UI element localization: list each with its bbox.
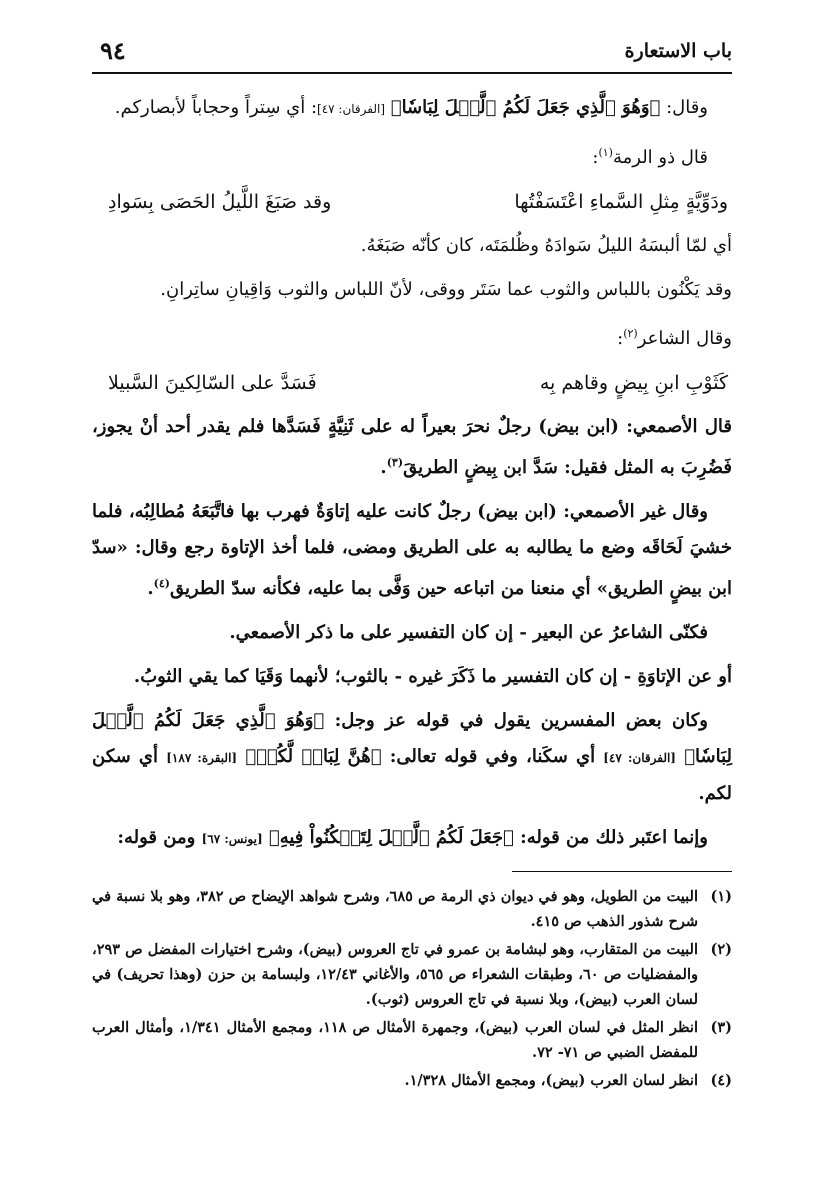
footnote-separator bbox=[512, 871, 732, 872]
footnote-4 bbox=[92, 1068, 732, 1093]
poetry-verse-2 bbox=[92, 365, 732, 401]
quran-verse: ﴿هُنَّ لِبَاسٞ لَّكُمۡ﴾ bbox=[245, 746, 382, 767]
paragraph-5: وقال الشاعر$^{(٢)}$: bbox=[617, 327, 732, 349]
verse-second-hemistich: وقد صَبَغَ اللَّيلُ الحَصَى بِسَوادِ bbox=[108, 191, 332, 213]
footnote-text: انظر لسان العرب (بيض)، ومجمع الأمثال ١/٣٢٨. bbox=[404, 1072, 698, 1089]
footnote-marker: (٤) bbox=[153, 577, 170, 590]
verse-reference: [البقرة: ١٨٧] bbox=[166, 751, 238, 765]
footnote-number: (٣) bbox=[710, 1019, 732, 1036]
footnote-1 bbox=[92, 884, 732, 934]
chapter-title: باب الاستعارة bbox=[624, 40, 732, 62]
footnote-text: البيت من الطويل، وهو في ديوان ذي الرمة ص ٦٨٥، وشرح شواهد الإيضاح ص ٣٨٢، وهو بلا نسبة في شرح شذور الذهب ص ٤١٥. bbox=[92, 888, 699, 930]
verse-reference: [يونس: ٦٧] bbox=[201, 832, 263, 846]
footnote-marker: (٣) bbox=[386, 456, 404, 469]
page-header bbox=[92, 34, 732, 74]
footnote-number: (٤) bbox=[710, 1072, 732, 1089]
quran-verse: ﴿وَهُوَ ٱلَّذِي جَعَلَ لَكُمُ ٱلَّيۡلَ لِبَاسٗا﴾ bbox=[390, 97, 661, 118]
verse-second-hemistich: فَسَدَّ على السّالِكينَ السَّبيلا bbox=[108, 372, 317, 394]
footnote-2 bbox=[92, 937, 732, 1012]
footnotes bbox=[92, 884, 732, 1093]
paragraph-1: وقال: ﴿وَهُوَ ٱلَّذِي جَعَلَ لَكُمُ ٱلَّيۡلَ لِبَاسٗا﴾ [الفرقان: ٤٧]: أي سِتراً وحجاباً لأبصاركم. bbox=[114, 97, 708, 118]
verse-reference: [الفرقان: ٤٧] bbox=[603, 751, 676, 765]
quran-verse: ﴿وَهُوَ ٱلَّذِي جَعَلَ لَكُمُ ٱلَّيۡلَ لِبَاسٗا﴾ bbox=[92, 710, 732, 767]
footnote-marker: (٢) bbox=[623, 327, 638, 340]
paragraph-6: قال الأصمعي: (ابن بيض) رجلٌ نحرَ بعيراً له على ثَنِيَّةٍ فَسَدَّها فلم يقدر أحد أنْ يجوز، فَضُرِبَ به المثل فقيل: سَدَّ ابن بِيضٍ الطريقَ$^{(٣)}$. bbox=[92, 416, 732, 478]
paragraph-2: قال ذو الرمة$^{(١)}$: bbox=[592, 146, 708, 168]
poetry-verse-1 bbox=[92, 184, 732, 220]
paragraph-11: وإنما اعتَبر ذلك من قوله: ﴿جَعَلَ لَكُمُ ٱلَّيۡلَ لِتَسۡكُنُواْ فِيهِ﴾ [يونس: ٦٧] ومن قوله: bbox=[117, 827, 708, 848]
footnote-text: البيت من المتقارب، وهو لبشامة بن عمرو في تاج العروس (بيض)، وشرح اختيارات المفضل ص ٢٩٣، والمفضليات ص ٦٠، وطبقات الشعراء ص ٥٦٥، والأغاني ١٢/٤٣، ولبسامة بن حزن (وهذا تحريف) في لسان العرب (بيض)، وبلا نسبة في تاج العروس (ثوب). bbox=[92, 941, 698, 1008]
verse-first-hemistich: كَثَوْبِ ابنِ بِيضٍ وقاهم بِه bbox=[539, 372, 728, 394]
paragraph-10: وكان بعض المفسرين يقول في قوله عز وجل: ﴿وَهُوَ ٱلَّذِي جَعَلَ لَكُمُ ٱلَّيۡلَ لِبَاسٗا﴾ [الفرقان: ٤٧] أي سكَنا، وفي قوله تعالى: ﴿هُنَّ لِبَاسٞ لَّكُمۡ﴾ [البقرة: ١٨٧] أي سكن لكم. bbox=[92, 710, 732, 804]
footnote-text: انظر المثل في لسان العرب (بيض)، وجمهرة الأمثال ص ١١٨، ومجمع الأمثال ١/٣٤١، وأمثال العرب للمفضل الضبي ص ٧١- ٧٢. bbox=[92, 1019, 698, 1061]
paragraph-4: وقد يَكْنُون باللباس والثوب عما سَتَر ووقى، لأنّ اللباس والثوب وَاقِيانِ ساتِرانِ. bbox=[160, 279, 732, 300]
footnote-number: (١) bbox=[710, 888, 732, 905]
paragraph-8: فكنّى الشاعرُ عن البعير - إن كان التفسير على ما ذكر الأصمعي. bbox=[229, 622, 708, 643]
page-number: ٩٤ bbox=[100, 36, 126, 65]
paragraph-7: وقال غير الأصمعي: (ابن بيض) رجلٌ كانت عليه إتاوَةٌ فهرب بها فاتَّبَعَهُ مُطالِبُه، فلما خشيَ لَحَاقَه وضع ما يطالبه به على الطريق ومضى، فلما أخذ الإتاوة رجع وقال: «سدّ ابن بيضٍ الطريق» أي منعنا من اتباعه حين وَفَّى بما عليه، فكأنه سدّ الطريق$^{(٤)}$. bbox=[92, 501, 732, 599]
quran-verse: ﴿جَعَلَ لَكُمُ ٱلَّيۡلَ لِتَسۡكُنُواْ فِيهِ﴾ bbox=[268, 827, 514, 848]
verse-reference: [الفرقان: ٤٧] bbox=[317, 102, 386, 116]
paragraph-3: أي لمّا ألبسَهُ الليلُ سَوادَهُ وظُلمَتَه، كان كأنّه صَبَغَهُ. bbox=[360, 235, 732, 256]
verse-first-hemistich: ودَوِّيَّةٍ مِثلِ السَّماءِ اعْتَسَفْتُها bbox=[514, 191, 728, 213]
paragraph-9: أو عن الإتاوَةِ - إن كان التفسير ما ذَكَرَ غيره - بالثوب؛ لأنهما وَقَيَا كما يقي الثوبُ. bbox=[133, 666, 732, 687]
book-page bbox=[92, 34, 732, 1154]
footnote-3 bbox=[92, 1015, 732, 1065]
page-body bbox=[92, 74, 732, 1093]
footnote-marker: (١) bbox=[598, 146, 613, 159]
footnote-number: (٢) bbox=[710, 941, 732, 958]
